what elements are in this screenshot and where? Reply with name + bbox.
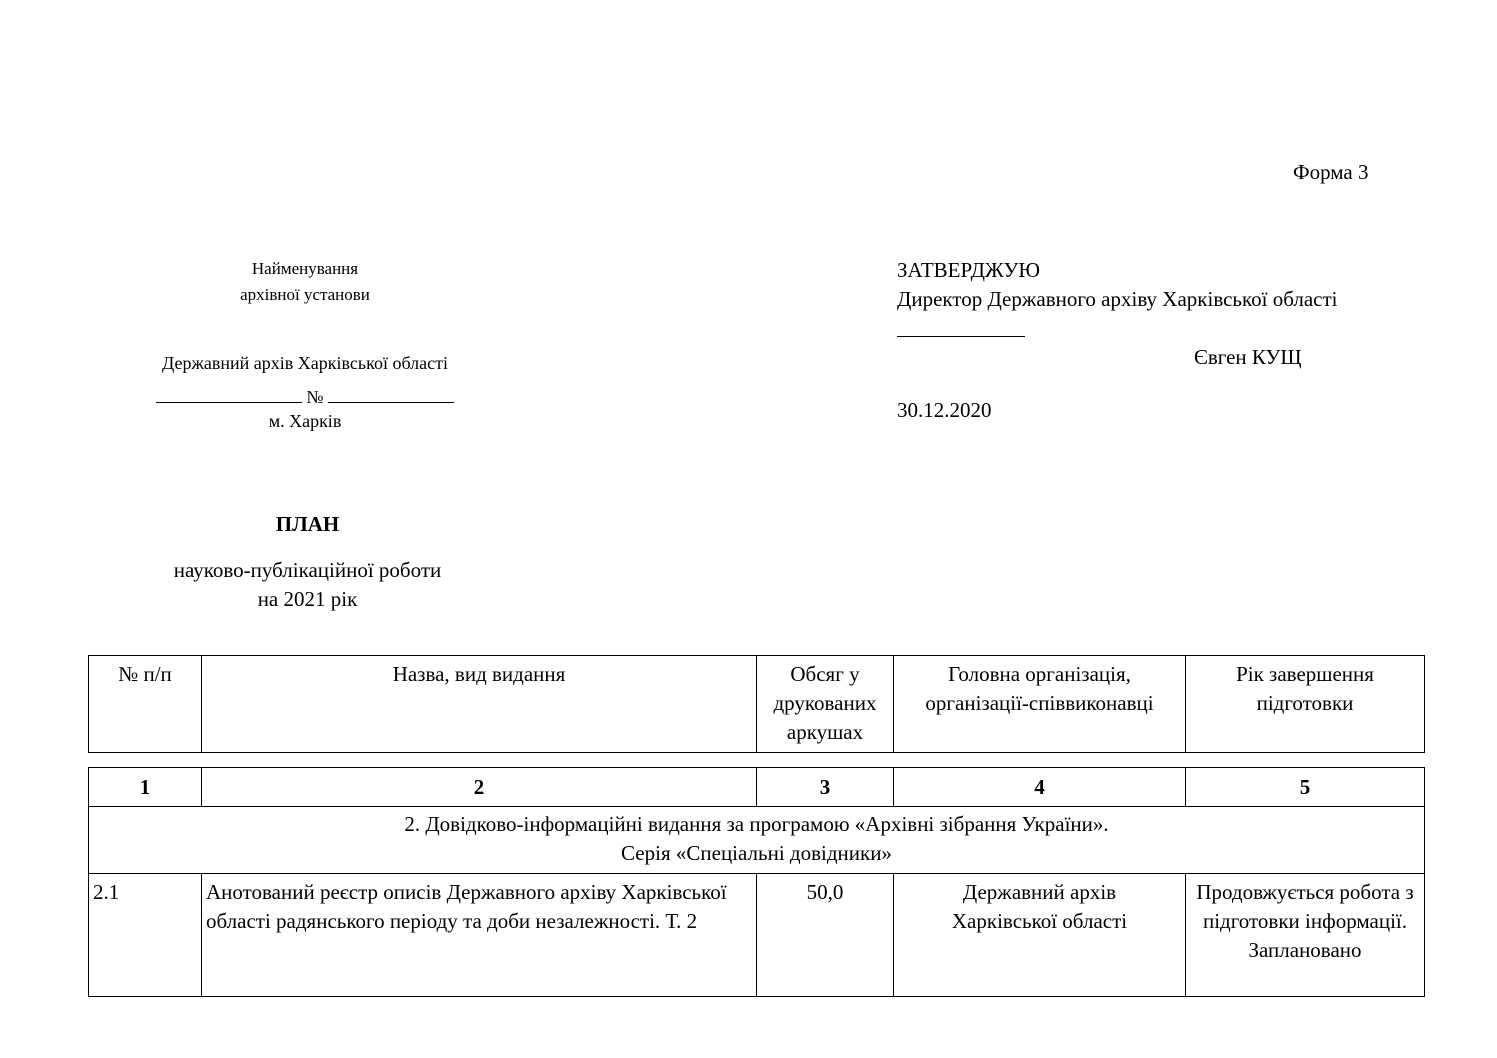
header-cell-volume: Обсяг у друкованих аркушах [757,656,894,753]
organization-label [120,256,490,308]
organization-name: Державний архів Харківської області [162,353,448,373]
form-number: Форма 3 [1293,160,1369,184]
approval-heading: ЗАТВЕРДЖУЮ [897,258,1040,282]
date-blank-2 [230,384,302,403]
row-title: Анотований реєстр описів Державного архіву Харківської області радянського періоду та доби незалежності. Т. 2 [202,874,757,997]
section-line1: 2. Довідково-інформаційні видання за програмою «Архівні зібрання України». [404,812,1109,836]
number-blank-2 [358,384,454,403]
plan-subtitle-line1: науково-публікаційної роботи [173,558,442,582]
column-number-5: 5 [1186,768,1425,807]
row-volume: 50,0 [757,874,894,997]
approval-signer: Євген КУЩ [1194,345,1302,369]
column-number-row [89,768,1425,807]
section-line2: Серія «Спеціальні довідники» [621,841,892,865]
plan-table [88,767,1425,997]
section-row [89,807,1425,874]
approval-position: Директор Державного архіву Харківської області [897,287,1338,311]
header-cell-number: № п/п [89,656,202,753]
header-row [89,656,1425,753]
signature-line [897,314,1357,343]
organization-label-line2: архівної установи [240,285,370,304]
signature-blank [897,314,1025,337]
plan-title: ПЛАН [275,512,340,536]
column-number-2: 2 [202,768,757,807]
column-number-4: 4 [894,768,1186,807]
header-cell-title: Назва, вид видання [202,656,757,753]
number-blank [328,384,358,403]
plan-subtitle-line2: на 2021 рік [257,587,358,611]
header-table [88,655,1425,753]
number-sign: № [306,387,324,407]
city: м. Харків [268,411,342,431]
date-number-line [120,384,490,409]
organization-label-line1: Найменування [251,259,359,278]
row-number: 2.1 [89,874,202,997]
date-blank [156,384,230,403]
column-number-1: 1 [89,768,202,807]
row-organization: Державний архів Харківської області [894,874,1186,997]
column-number-3: 3 [757,768,894,807]
document-reference [120,384,490,433]
section-heading [89,807,1425,874]
header-cell-organization: Головна організація, організації-співвиконавці [894,656,1186,753]
header-cell-completion: Рік завершення підготовки [1186,656,1425,753]
plan-subtitle [130,556,485,614]
table-row [89,874,1425,997]
row-completion: Продовжується робота з підготовки інформації. Заплановано [1186,874,1425,997]
approval-block [897,256,1357,369]
approval-date: 30.12.2020 [897,398,992,422]
